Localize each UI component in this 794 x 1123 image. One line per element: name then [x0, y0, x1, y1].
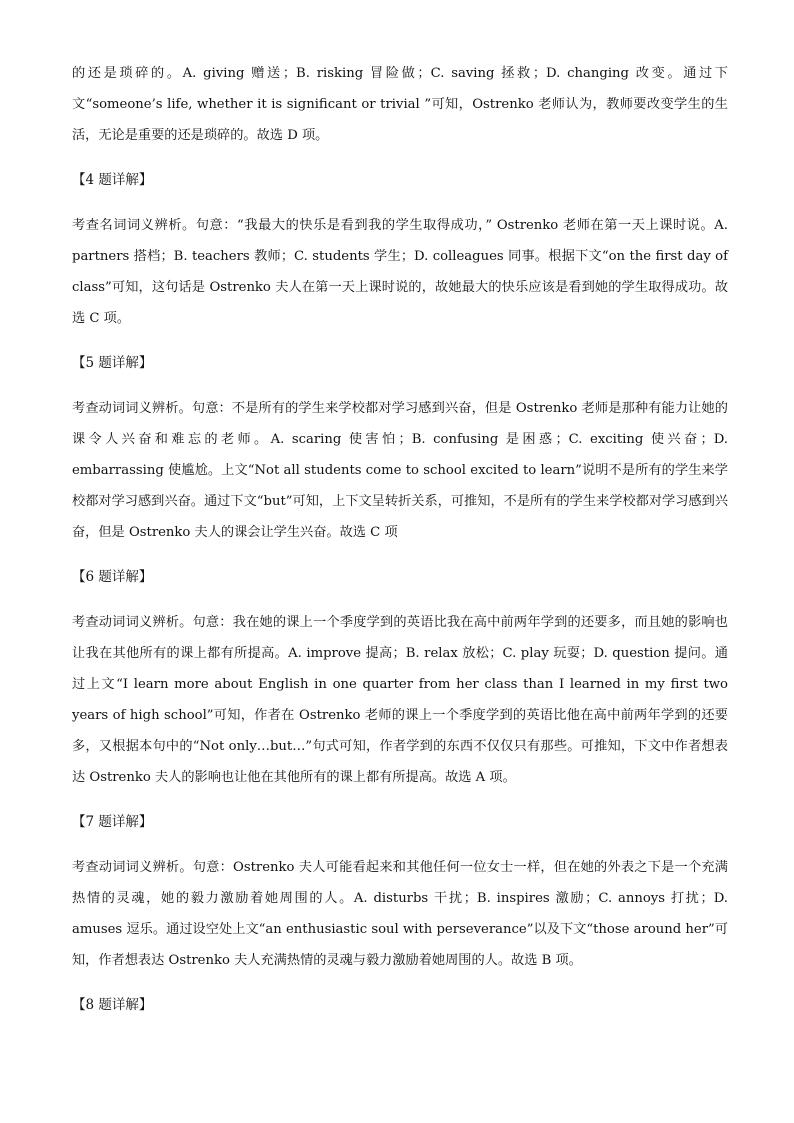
paragraph-q6: 考查动词词义辨析。句意：我在她的课上一个季度学到的英语比我在高中前两年学到的还要多，而且她的影响也让我在其他所有的课上都有所提高。A. improve 提高；B. relax 放松；C. play 玩耍；D. question 提问。通过上文“I learn more about English in one quarter from her class than I learned in my first two years of high school”可知，作者在 Ostrenko 老师的课上一个季度学到的英语比他在高中前两年学到的还要多，又根据本句中的“Not only…but…”句式可知，作者学到的东西不仅仅只有那些。可推知，下文中作者想表达 Ostrenko 夫人的影响也让他在其他所有的课上都有所提高。故选 A 项。	[72, 615, 728, 785]
spacer	[72, 334, 728, 348]
heading-q7: 【7 题详解】	[72, 814, 153, 830]
paragraph-q3-continued: 的还是琐碎的。A. giving 赠送；B. risking 冒险做；C. saving 拯救；D. changing 改变。通过下文“someone’s life, whether it is significant or trivial ”可知，Ostrenko 老师认为，教师要改变学生的生活，无论是重要的还是琐碎的。故选 D 项。	[72, 66, 728, 143]
spacer	[72, 838, 728, 852]
paragraph-q7: 考查动词词义辨析。句意：Ostrenko 夫人可能看起来和其他任何一位女士一样，但在她的外表之下是一个充满热情的灵魂，她的毅力激励着她周围的人。A. disturbs 干扰；B. inspires 激励；C. annoys 打扰；D. amuses 逗乐。通过设空处上文“an enthusiastic soul with perseverance”以及下文“those around her”可知，作者想表达 Ostrenko 夫人充满热情的灵魂与毅力激励着她周围的人。故选 B 项。	[72, 860, 728, 968]
spacer	[72, 151, 728, 165]
spacer	[72, 548, 728, 562]
heading-q4: 【4 题详解】	[72, 172, 153, 188]
paragraph-q4: 考查名词词义辨析。句意：“我最大的快乐是看到我的学生取得成功，” Ostrenko 老师在第一天上课时说。A. partners 搭档；B. teachers 教师；C. students 学生；D. colleagues 同事。根据下文“on the first day of class”可知，这句话是 Ostrenko 夫人在第一天上课时说的，故她最大的快乐应该是看到她的学生取得成功。故选 C 项。	[72, 218, 728, 326]
heading-q5: 【5 题详解】	[72, 355, 153, 371]
paragraph-q5: 考查动词词义辨析。句意：不是所有的学生来学校都对学习感到兴奋，但是 Ostrenko 老师是那种有能力让她的课令人兴奋和难忘的老师。A. scaring 使害怕；B. confusing 是困惑；C. exciting 使兴奋；D. embarrassing 使尴尬。上文“Not all students come to school excited to learn”说明不是所有的学生来学校都对学习感到兴奋。通过下文“but”可知，上下文呈转折关系，可推知，不是所有的学生来学校都对学习感到兴奋，但是 Ostrenko 夫人的课会让学生兴奋。故选 C 项	[72, 401, 728, 540]
spacer	[72, 593, 728, 607]
spacer	[72, 976, 728, 990]
document-page	[72, 58, 728, 1021]
heading-q6: 【6 题详解】	[72, 569, 153, 585]
spacer	[72, 379, 728, 393]
spacer	[72, 793, 728, 807]
spacer	[72, 196, 728, 210]
heading-q8: 【8 题详解】	[72, 997, 153, 1013]
